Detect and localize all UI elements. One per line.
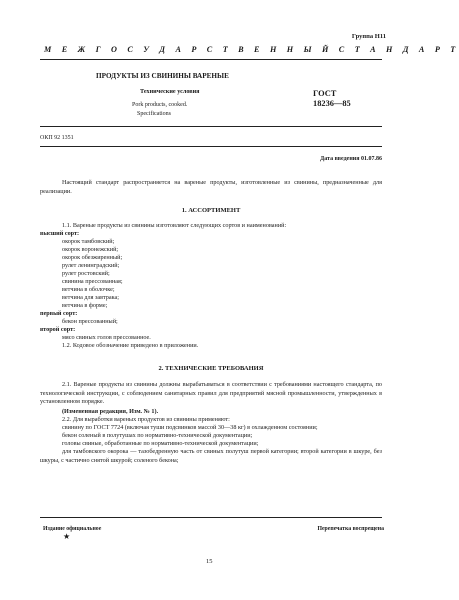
star-icon: ★ bbox=[63, 532, 71, 541]
okp-rule bbox=[40, 146, 382, 147]
section-1-heading: 1. АССОРТИМЕНТ bbox=[181, 207, 241, 214]
okp-code: ОКП 92 1351 bbox=[40, 135, 74, 141]
list-item: свинину по ГОСТ 7724 (включая туши подсвинков массой 30—38 кг) в охлажденном состоянии; bbox=[62, 424, 318, 431]
list-item: рулет ростовский; bbox=[62, 270, 110, 277]
list-item: ветчина для завтрака; bbox=[62, 294, 119, 301]
header-rule-top bbox=[40, 59, 382, 60]
reprint-prohibited-label: Перепечатка воспрещена bbox=[317, 526, 384, 532]
gost-label: ГОСТ bbox=[313, 89, 337, 98]
list-item: бекон прессованный; bbox=[62, 318, 118, 325]
list-item: ветчина в оболочке; bbox=[62, 286, 115, 293]
list-item: головы свиные, обработанные по нормативно-технической документации; bbox=[62, 440, 259, 447]
amendment-note: (Измененная редакция, Изм. № 1). bbox=[62, 408, 159, 415]
clause-1-2: 1.2. Кодовое обозначение приведено в приложении. bbox=[62, 342, 199, 349]
list-item: окорок воронежский; bbox=[62, 246, 119, 253]
official-edition-label: Издание официальное bbox=[43, 526, 102, 532]
section-2-heading: 2. ТЕХНИЧЕСКИЕ ТРЕБОВАНИЯ bbox=[158, 365, 264, 372]
tech-conditions-label: Технические условия bbox=[140, 88, 200, 95]
interstate-standard-banner: М Е Ж Г О С У Д А Р С Т В Е Н Н Ы Й С Т А Н Д А Р Т bbox=[44, 45, 459, 54]
grade-first-label: первый сорт: bbox=[40, 310, 78, 317]
list-item: ветчина в форме; bbox=[62, 302, 108, 309]
clause-1-1: 1.1. Вареные продукты из свинины изготовляют следующих сортов и наименований: bbox=[62, 222, 287, 229]
list-item: свинина прессованная; bbox=[62, 278, 123, 285]
english-title-line-2: Specifications bbox=[137, 111, 171, 117]
list-item: рулет ленинградский; bbox=[62, 262, 120, 269]
grade-second-label: второй сорт: bbox=[40, 326, 76, 333]
page-number: 15 bbox=[206, 558, 213, 565]
gost-number: 18236—85 bbox=[313, 99, 351, 108]
list-item: окорок тамбовский; bbox=[62, 238, 115, 245]
group-code: Группа Н11 bbox=[351, 33, 386, 40]
clause-2-1: 2.1. Вареные продукты из свинины должны вырабатываться в соответствии с требованиями настоящего стандарта, по технологической инструкции, с соблюдением санитарных правил для предприятий мясной промышленности, утвержденных в установленном порядке. bbox=[40, 381, 382, 406]
intro-paragraph: Настоящий стандарт распространяется на вареные продукты, изготовленные из свинины, предназначенные для реализации. bbox=[40, 179, 382, 195]
grade-high-label: высший сорт: bbox=[40, 230, 80, 237]
intro-date: Дата введения 01.07.86 bbox=[320, 156, 382, 162]
list-item: окорок обезжиренный; bbox=[62, 254, 123, 261]
clause-2-2: 2.2. Для выработки вареных продуктов из свинины применяют: bbox=[62, 416, 230, 423]
list-item: бекон соленый в полутушах по нормативно-технической документации; bbox=[62, 432, 253, 439]
footer-rule bbox=[40, 517, 382, 518]
header-rule-bottom bbox=[40, 126, 382, 127]
document-title: ПРОДУКТЫ ИЗ СВИНИНЫ ВАРЕНЫЕ bbox=[96, 72, 229, 80]
list-item: мясо свиных голов прессованное. bbox=[62, 334, 151, 341]
list-item: для тамбовского окорока — тазобедренную часть от свиных полутуш первой категории; второй категории в шкуре, без шкуры, с частично снятой шкурой; соленого бекона; bbox=[40, 448, 382, 464]
english-title-line-1: Pork products, cooked. bbox=[132, 102, 188, 108]
